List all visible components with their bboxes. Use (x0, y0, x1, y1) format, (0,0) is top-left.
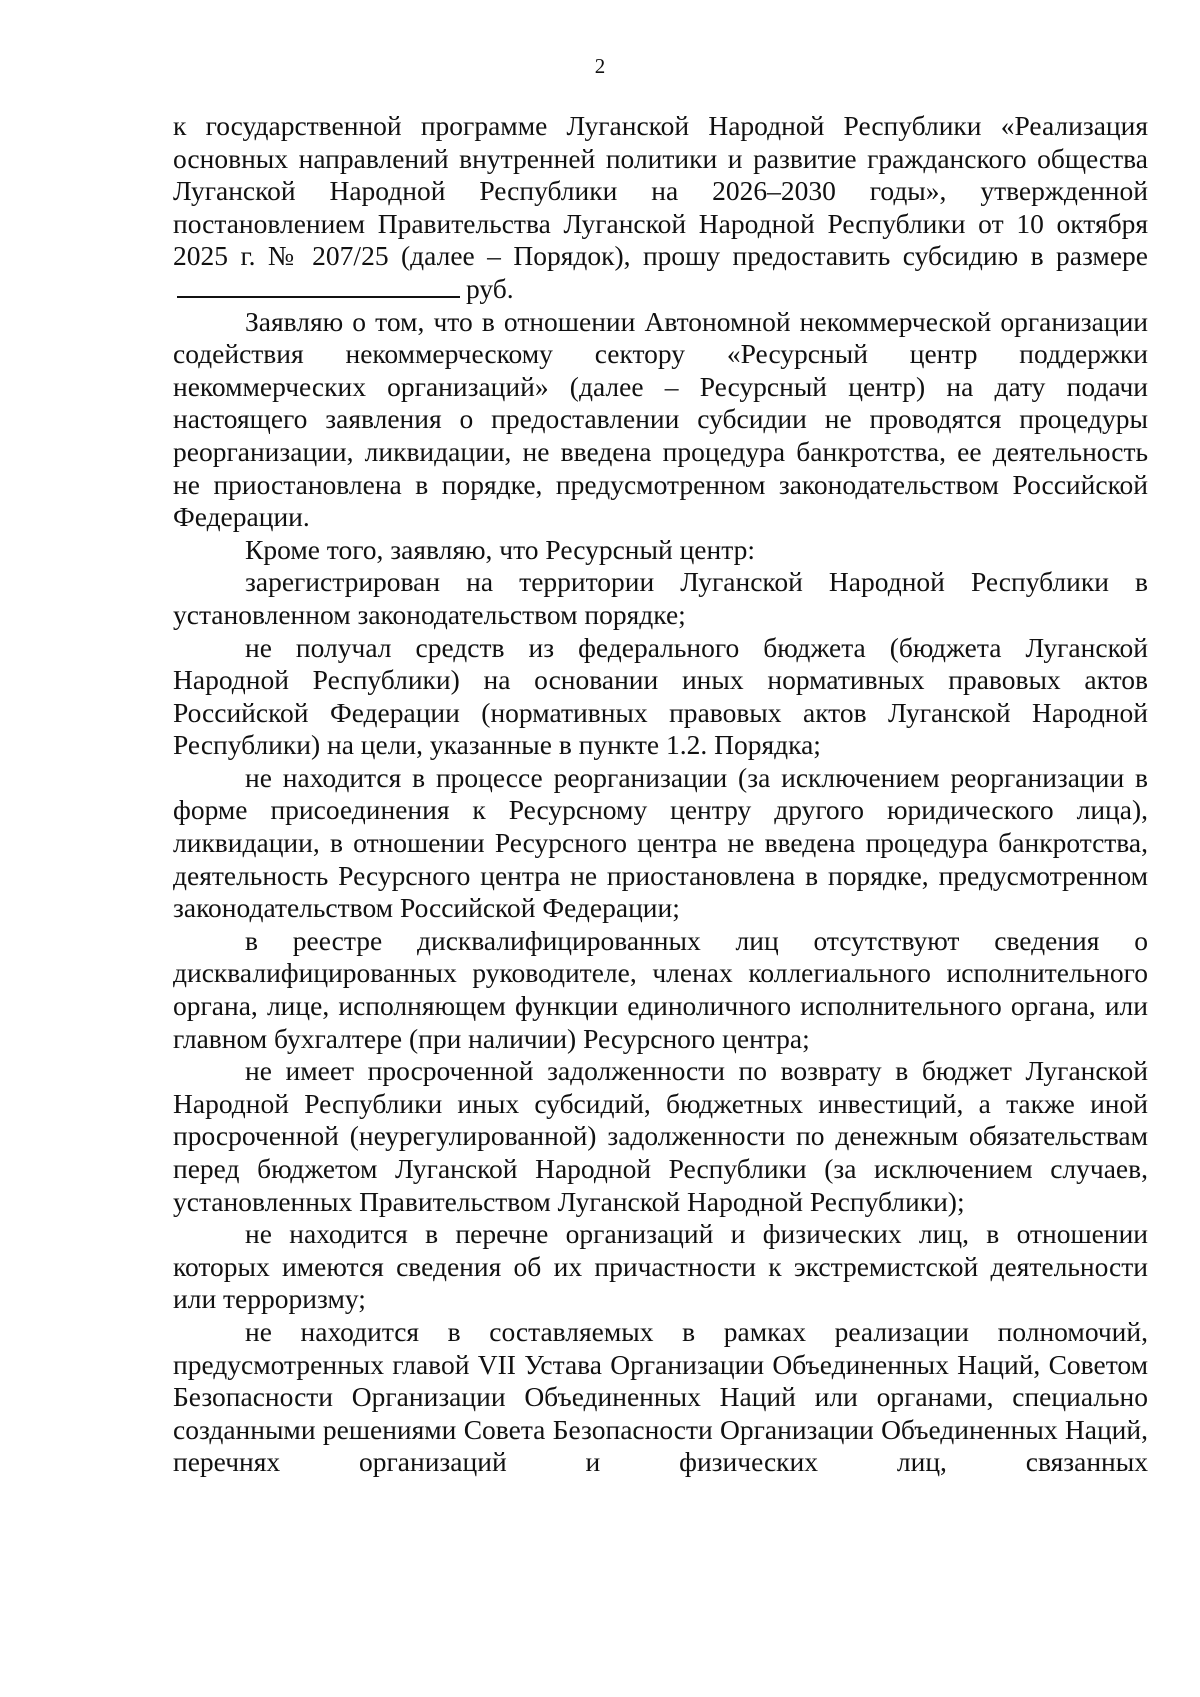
document-body (173, 110, 1148, 1479)
paragraph-declaration: Заявляю о том, что в отношении Автономной некоммерческой организации содействия некоммерческому сектору «Ресурсный центр поддержки некоммерческих организаций» (далее – Ресурсный центр) на дату подачи настоящего заявления о предоставлении субсидии не проводятся процедуры реорганизации, ликвидации, не введена процедура банкротства, ее деятельность не приостановлена в порядке, предусмотренном законодательством Российской Федерации. (173, 305, 1148, 533)
paragraph-text: к государственной программе Луганской Народной Республики «Реализация основных направлений внутренней политики и развитие гражданского общества Луганской Народной Республики на 2026–2030 годы», утвержденной постановлением Правительства Луганской Народной Республики от 10 октября 2025 г. № 207/25 (далее – Порядок), прошу предоставить субсидию в размере (173, 110, 1148, 272)
paragraph-extremism-list: не находится в перечне организаций и физических лиц, в отношении которых имеются сведения об их причастности к экстремистской деятельности или терроризму; (173, 1218, 1148, 1315)
paragraph-disqualified-registry: в реестре дисквалифицированных лиц отсутствуют сведения о дисквалифицированных руководителе, членах коллегиального исполнительного органа, лице, исполняющем функции единоличного исполнительного органа, или главном бухгалтере (при наличии) Ресурсного центра; (173, 924, 1148, 1054)
paragraph-un-lists: не находится в составляемых в рамках реализации полномочий, предусмотренных главой VII Устава Организации Объединенных Наций, Советом Безопасности Организации Объединенных Наций или органами, специально созданными решениями Совета Безопасности Организации Объединенных Наций, перечнях организаций и физических лиц, связанных (173, 1315, 1148, 1478)
paragraph-no-federal-funds: не получал средств из федерального бюджета (бюджета Луганской Народной Республики) на основании иных нормативных правовых актов Российской Федерации (нормативных правовых актов Луганской Народной Республики) на цели, указанные в пункте 1.2. Порядка; (173, 631, 1148, 761)
paragraph-no-debt: не имеет просроченной задолженности по возврату в бюджет Луганской Народной Республики иных субсидий, бюджетных инвестиций, а также иной просроченной (неурегулированной) задолженности по денежным обязательствам перед бюджетом Луганской Народной Республики (за исключением случаев, установленных Правительством Луганской Народной Республики); (173, 1055, 1148, 1217)
page-number: 2 (594, 54, 606, 78)
subsidy-amount-blank (177, 274, 460, 298)
paragraph-registered: зарегистрирован на территории Луганской Народной Республики в установленном законодательством порядке; (173, 566, 1148, 630)
paragraph-no-reorganization: не находится в процессе реорганизации (за исключением реорганизации в форме присоединения к Ресурсному центру другого юридического лица), ликвидации, в отношении Ресурсного центра не введена процедура банкротства, деятельность Ресурсного центра не приостановлена в порядке, предусмотренном законодательством Российской Федерации; (173, 761, 1148, 924)
paragraph-additionally: Кроме того, заявляю, что Ресурсный центр: (245, 533, 755, 565)
currency-label: руб. (466, 272, 514, 304)
paragraph-program-reference (173, 110, 1148, 306)
